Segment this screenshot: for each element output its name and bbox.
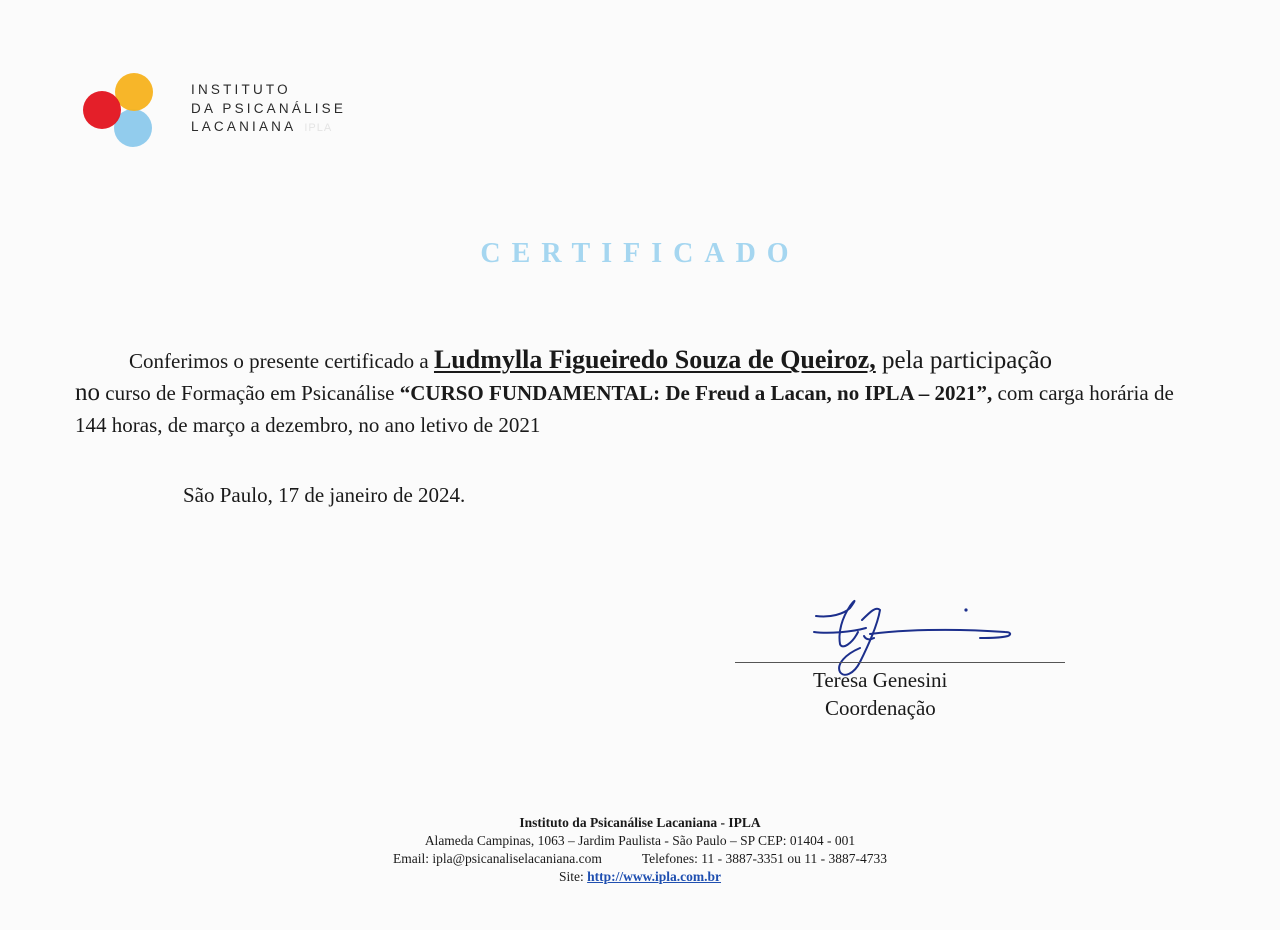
logo-line-1: INSTITUTO (191, 82, 291, 97)
signature-line (735, 662, 1065, 663)
course-name: “CURSO FUNDAMENTAL: De Freud a Lacan, no IPLA – 2021”, (399, 381, 993, 405)
logo-line-3: LACANIANA (191, 119, 297, 134)
body-rest (75, 377, 1205, 441)
body-course-suffix: com carga horária de 144 horas, de março a dezembro, no ano letivo de 2021 (75, 381, 1174, 437)
certificate-title: CERTIFICADO (480, 238, 800, 269)
footer-site-label: Site: (558, 869, 588, 884)
footer-address: Alameda Campinas, 1063 – Jardim Paulista - São Paulo – SP CEP: 01404 - 001 (424, 833, 856, 848)
logo-faint-acronym: IPLA (304, 122, 333, 134)
body-course-prefix: curso de Formação em Psicanálise (100, 381, 400, 405)
signer-block (813, 666, 947, 722)
body-after-name: pela participação (875, 347, 1053, 374)
body-first-line (75, 344, 1205, 377)
logo-wordmark (191, 81, 346, 138)
body-no: no (75, 379, 100, 406)
logo-line-2: DA PSICANÁLISE (191, 100, 347, 116)
recipient-name: Ludmylla Figueiredo Souza de Queiroz, (433, 345, 876, 374)
logo-circles-icon (80, 70, 160, 150)
footer-title: Instituto da Psicanálise Lacaniana - IPLA (519, 815, 761, 830)
signer-name: Teresa Genesini (813, 668, 948, 692)
footer (0, 814, 1280, 886)
footer-phones: Telefones: 11 - 3887-3351 ou 11 - 3887-4733 (641, 851, 887, 866)
footer-site-link[interactable]: http://www.ipla.com.br (587, 869, 722, 884)
footer-email: Email: ipla@psicanaliselacaniana.com (393, 851, 602, 866)
certificate-body (75, 344, 1205, 441)
signer-role: Coordenação (825, 696, 936, 720)
footer-contacts (0, 850, 1280, 868)
institute-logo (80, 70, 380, 155)
footer-site (0, 868, 1280, 886)
body-intro: Conferimos o presente certificado a (129, 349, 434, 373)
place-date: São Paulo, 17 de janeiro de 2024. (183, 483, 466, 507)
